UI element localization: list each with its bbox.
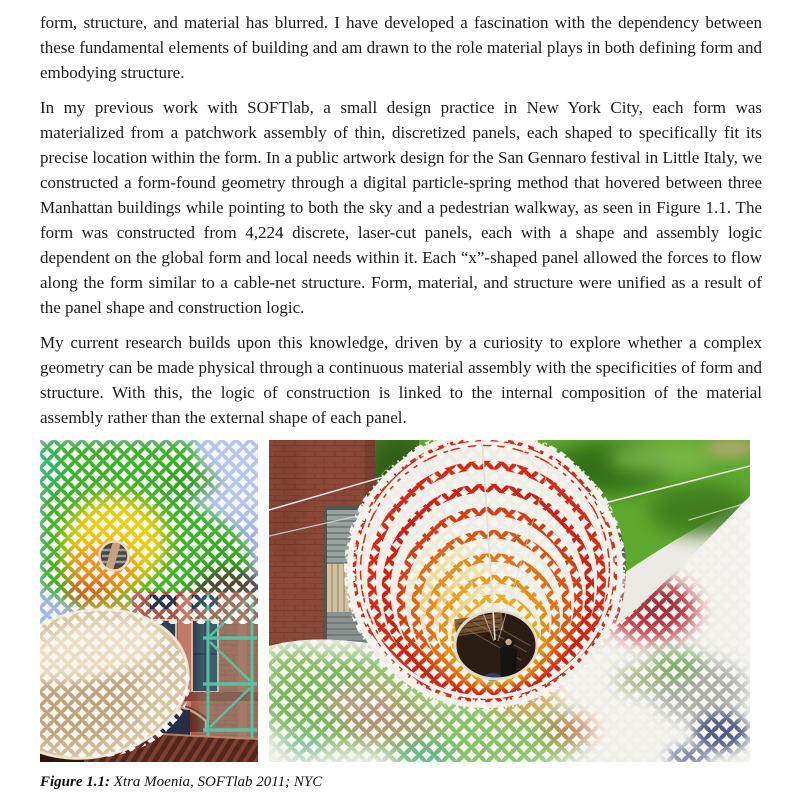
photo-right-funnel-aerial-view (269, 440, 750, 762)
figure-caption (40, 774, 762, 791)
body-paragraph-1: form, structure, and material has blurred. I have developed a fascination with the dependency between these fundamental elements of building and am drawn to the role material plays in both defining form and embodying structure. (40, 13, 762, 82)
body-paragraph-3: My current research builds upon this knowledge, driven by a curiosity to explore whether a complex geometry can be made physical through a continuous material assembly with the specificities of form and structure. With this, the logic of construction is linked to the internal composition of the material assembly rather than the external shape of each panel. (40, 333, 762, 427)
funnel-opening (454, 611, 537, 681)
body-paragraph-2: In my previous work with SOFTlab, a small design practice in New York City, each form was materialized from a patchwork assembly of thin, discretized panels, each shaped to specifically fit its precise location within the form. In a public artwork design for the San Gennaro festival in Little Italy, we constructed a form-found geometry through a digital particle-spring method that hovered between three Manhattan buildings while pointing to both the sky and a pedestrian walkway, as seen in Figure 1.1. The form was constructed from 4,224 discrete, laser-cut panels, each with a shape and assembly logic dependent on the global form and local needs within it. Each “x”-shaped panel allowed the forces to flow along the form similar to a cable-net structure. Form, material, and structure were unified as a result of the panel shape and construction logic. (40, 98, 762, 317)
figure-1-1 (40, 440, 762, 791)
figure-photos-row (40, 440, 762, 762)
figure-caption-label: Figure 1.1: (40, 774, 111, 790)
photo-left-installation-view (40, 440, 258, 762)
figure-caption-text: Xtra Moenia, SOFTlab 2011; NYC (113, 774, 323, 790)
porthole-window (100, 542, 129, 571)
